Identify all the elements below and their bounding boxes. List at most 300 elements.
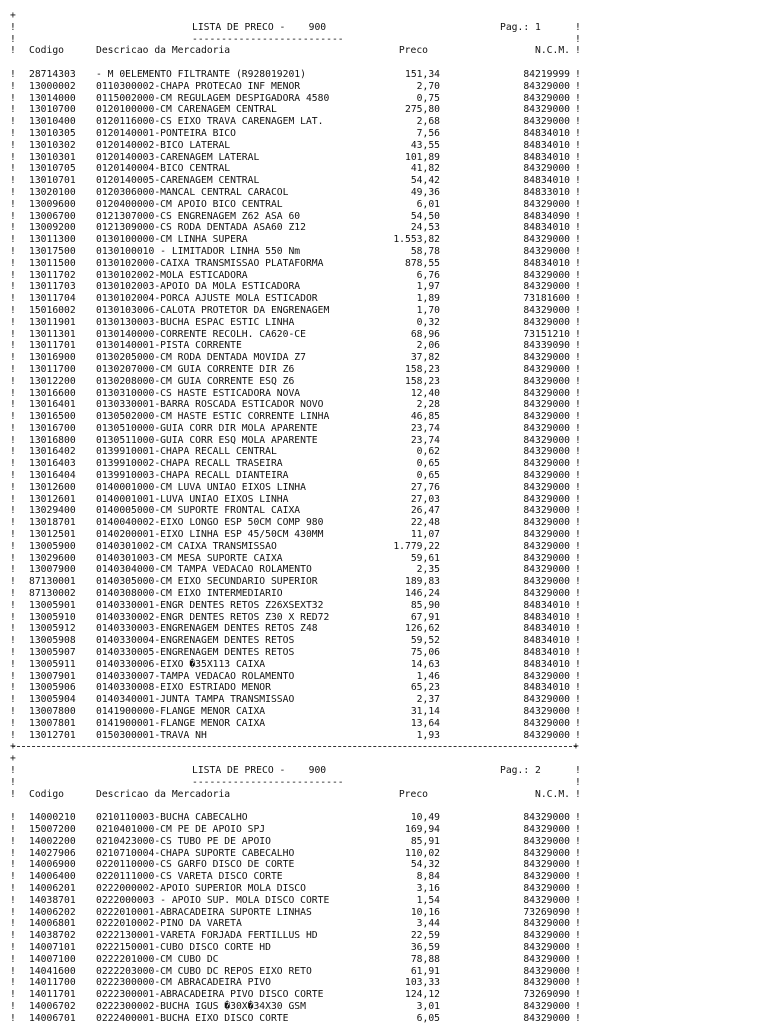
left-border: ! xyxy=(10,352,16,364)
item-ncm: 73181600 xyxy=(523,293,570,305)
item-description: 0222203000-CM CUBO DC REPOS EIXO RETO xyxy=(96,965,312,977)
item-description: 0222130001-VARETA FORJADA FERTILLUS HD xyxy=(96,930,318,942)
corner-plus: + xyxy=(10,10,16,21)
item-price: 1,54 xyxy=(416,894,440,906)
left-border: ! xyxy=(10,328,16,340)
left-border: ! xyxy=(10,45,16,57)
item-code: 14011700 xyxy=(29,977,76,989)
item-code: 14006701 xyxy=(29,1012,76,1024)
list-title: LISTA DE PRECO - 900 xyxy=(192,765,327,776)
item-ncm: 73269090 xyxy=(523,989,570,1001)
item-code: 13011701 xyxy=(29,340,76,352)
item-price: 1.779,22 xyxy=(393,540,440,552)
right-border: ! xyxy=(575,33,581,45)
left-border: ! xyxy=(10,281,16,293)
item-ncm: 84329000 xyxy=(523,316,570,328)
item-ncm: 84329000 xyxy=(523,882,570,894)
item-description: 0140305000-CM EIXO SECUNDARIO SUPERIOR xyxy=(96,576,318,588)
item-price: 61,91 xyxy=(410,965,440,977)
right-border: ! xyxy=(575,175,581,187)
item-ncm: 84833010 xyxy=(523,186,570,198)
item-price: 103,33 xyxy=(405,977,440,989)
item-price: 37,82 xyxy=(410,352,440,364)
item-ncm: 84329000 xyxy=(523,977,570,989)
item-description: 0120140004-BICO CENTRAL xyxy=(96,163,231,175)
left-border: ! xyxy=(10,977,16,989)
left-border: ! xyxy=(10,387,16,399)
item-code: 13011703 xyxy=(29,281,76,293)
item-price: 0,65 xyxy=(416,458,440,470)
item-code: 13005904 xyxy=(29,694,76,706)
item-code: 14027906 xyxy=(29,847,76,859)
right-border: ! xyxy=(575,387,581,399)
item-price: 85,91 xyxy=(410,835,440,847)
left-border: ! xyxy=(10,859,16,871)
left-border: ! xyxy=(10,611,16,623)
item-ncm: 84329000 xyxy=(523,918,570,930)
right-border: ! xyxy=(575,45,581,57)
item-ncm: 84329000 xyxy=(523,894,570,906)
right-border: ! xyxy=(575,529,581,541)
item-description: 0120306000-MANCAL CENTRAL CARACOL xyxy=(96,186,289,198)
left-border: ! xyxy=(10,399,16,411)
item-price: 126,62 xyxy=(405,623,440,635)
header-ncm: N.C.M. xyxy=(535,45,570,57)
left-border: ! xyxy=(10,847,16,859)
item-description: 0140301002-CM CAIXA TRANSMISSAO xyxy=(96,540,277,552)
item-description: 0140330008-EIXO ESTRIADO MENOR xyxy=(96,682,271,694)
item-ncm: 84329000 xyxy=(523,871,570,883)
item-price: 0,62 xyxy=(416,446,440,458)
right-border: ! xyxy=(575,21,581,33)
right-border: ! xyxy=(575,729,581,741)
item-ncm: 84329000 xyxy=(523,953,570,965)
item-description: 0141900000-FLANGE MENOR CAIXA xyxy=(96,706,266,718)
left-border: ! xyxy=(10,304,16,316)
right-border: ! xyxy=(575,965,581,977)
item-price: 878,55 xyxy=(405,257,440,269)
item-ncm: 84329000 xyxy=(523,163,570,175)
item-ncm: 84329000 xyxy=(523,706,570,718)
left-border: ! xyxy=(10,210,16,222)
left-border: ! xyxy=(10,658,16,670)
item-ncm: 84329000 xyxy=(523,529,570,541)
item-code: 13029600 xyxy=(29,552,76,564)
item-ncm: 84834010 xyxy=(523,151,570,163)
item-price: 41,82 xyxy=(410,163,440,175)
item-ncm: 84329000 xyxy=(523,1000,570,1012)
item-code: 14006801 xyxy=(29,918,76,930)
item-code: 14038701 xyxy=(29,894,76,906)
item-code: 13005906 xyxy=(29,682,76,694)
item-price: 1,70 xyxy=(416,304,440,316)
left-border: ! xyxy=(10,175,16,187)
item-ncm: 73151210 xyxy=(523,328,570,340)
right-border: ! xyxy=(575,576,581,588)
item-code: 14007101 xyxy=(29,941,76,953)
item-price: 275,80 xyxy=(405,104,440,116)
item-price: 2,28 xyxy=(416,399,440,411)
left-border: ! xyxy=(10,411,16,423)
right-border: ! xyxy=(575,352,581,364)
item-ncm: 84329000 xyxy=(523,352,570,364)
left-border: ! xyxy=(10,540,16,552)
right-border: ! xyxy=(575,930,581,942)
left-border: ! xyxy=(10,835,16,847)
right-border: ! xyxy=(575,127,581,139)
right-border: ! xyxy=(575,706,581,718)
left-border: ! xyxy=(10,706,16,718)
item-code: 14006900 xyxy=(29,859,76,871)
item-code: 13016700 xyxy=(29,422,76,434)
item-description: 0150300001-TRAVA NH xyxy=(96,729,207,741)
item-description: 0140200001-EIXO LINHA ESP 45/50CM 430MM xyxy=(96,529,324,541)
item-price: 2,35 xyxy=(416,564,440,576)
right-border: ! xyxy=(575,989,581,1001)
item-code: 13014000 xyxy=(29,92,76,104)
right-border: ! xyxy=(575,1012,581,1024)
item-code: 14041600 xyxy=(29,965,76,977)
item-price: 22,59 xyxy=(410,930,440,942)
left-border: ! xyxy=(10,257,16,269)
item-description: 0139910002-CHAPA RECALL TRASEIRA xyxy=(96,458,283,470)
item-description: 0140330003-ENGRENAGEM DENTES RETOS Z48 xyxy=(96,623,318,635)
left-border: ! xyxy=(10,1012,16,1024)
item-description: 0130103006-CALOTA PROTETOR DA ENGRENAGEM xyxy=(96,304,330,316)
item-code: 15016002 xyxy=(29,304,76,316)
item-price: 67,91 xyxy=(410,611,440,623)
item-description: 0140040002-EIXO LONGO ESP 50CM COMP 980 xyxy=(96,517,324,529)
left-border: ! xyxy=(10,729,16,741)
left-border: ! xyxy=(10,552,16,564)
header-codigo: Codigo xyxy=(29,788,64,800)
right-border: ! xyxy=(575,198,581,210)
left-border: ! xyxy=(10,599,16,611)
item-ncm: 84329000 xyxy=(523,493,570,505)
right-border: ! xyxy=(575,269,581,281)
right-border: ! xyxy=(575,564,581,576)
right-border: ! xyxy=(575,92,581,104)
left-border: ! xyxy=(10,80,16,92)
item-price: 0,32 xyxy=(416,316,440,328)
left-border: ! xyxy=(10,1000,16,1012)
right-border: ! xyxy=(575,163,581,175)
left-border: ! xyxy=(10,694,16,706)
item-price: 10,16 xyxy=(410,906,440,918)
item-price: 23,74 xyxy=(410,434,440,446)
item-ncm: 84329000 xyxy=(523,564,570,576)
right-border: ! xyxy=(575,470,581,482)
item-code: 14000210 xyxy=(29,812,76,824)
item-code: 13011901 xyxy=(29,316,76,328)
item-ncm: 84329000 xyxy=(523,847,570,859)
left-border: ! xyxy=(10,623,16,635)
item-code: 13029400 xyxy=(29,505,76,517)
item-description: 0210401000-CM PE DE APOIO SPJ xyxy=(96,823,266,835)
item-price: 6,76 xyxy=(416,269,440,281)
item-description: 0140330002-ENGR DENTES RETOS Z30 X RED72 xyxy=(96,611,330,623)
item-price: 1,46 xyxy=(416,670,440,682)
item-code: 13011700 xyxy=(29,363,76,375)
item-ncm: 84329000 xyxy=(523,588,570,600)
item-ncm: 84834010 xyxy=(523,647,570,659)
item-ncm: 84329000 xyxy=(523,304,570,316)
title-underline: -------------------------- xyxy=(192,33,344,45)
left-border: ! xyxy=(10,493,16,505)
right-border: ! xyxy=(575,328,581,340)
left-border: ! xyxy=(10,717,16,729)
item-description: 0130208000-CM GUIA CORRENTE ESQ Z6 xyxy=(96,375,295,387)
item-code: 13016401 xyxy=(29,399,76,411)
item-price: 1.553,82 xyxy=(393,234,440,246)
item-description: 0222201000-CM CUBO DC xyxy=(96,953,219,965)
item-code: 13010305 xyxy=(29,127,76,139)
item-ncm: 84834010 xyxy=(523,139,570,151)
item-ncm: 84329000 xyxy=(523,411,570,423)
item-code: 13018701 xyxy=(29,517,76,529)
right-border: ! xyxy=(575,812,581,824)
item-description: 0222300000-CM ABRACADEIRA PIVO xyxy=(96,977,271,989)
right-border: ! xyxy=(575,80,581,92)
item-description: 0120140001-PONTEIRA BICO xyxy=(96,127,236,139)
item-code: 13016404 xyxy=(29,470,76,482)
right-border: ! xyxy=(575,658,581,670)
right-border: ! xyxy=(575,977,581,989)
item-description: 0130100010 - LIMITADOR LINHA 550 Nm xyxy=(96,245,301,257)
item-code: 13017500 xyxy=(29,245,76,257)
right-border: ! xyxy=(575,941,581,953)
item-price: 151,34 xyxy=(405,68,440,80)
left-border: ! xyxy=(10,776,16,788)
right-border: ! xyxy=(575,599,581,611)
item-description: 0120400000-CM APOIO BICO CENTRAL xyxy=(96,198,283,210)
right-border: ! xyxy=(575,906,581,918)
item-description: 0120100000-CM CARENAGEM CENTRAL xyxy=(96,104,277,116)
left-border: ! xyxy=(10,953,16,965)
item-price: 54,32 xyxy=(410,859,440,871)
item-price: 0,65 xyxy=(416,470,440,482)
item-price: 14,63 xyxy=(410,658,440,670)
item-description: 0130102003-APOIO DA MOLA ESTICADORA xyxy=(96,281,301,293)
item-price: 2,68 xyxy=(416,116,440,128)
right-border: ! xyxy=(575,552,581,564)
item-code: 13005911 xyxy=(29,658,76,670)
page-number: Pag.: 1 xyxy=(500,21,541,33)
item-description: 0130140000-CORRENTE RECOLH. CA620-CE xyxy=(96,328,306,340)
corner-plus: + xyxy=(10,741,16,753)
item-code: 13010700 xyxy=(29,104,76,116)
item-price: 78,88 xyxy=(410,953,440,965)
item-code: 13005910 xyxy=(29,611,76,623)
right-border: ! xyxy=(575,116,581,128)
left-border: ! xyxy=(10,470,16,482)
left-border: ! xyxy=(10,812,16,824)
item-description: 0115002000-CM REGULAGEM DESPIGADORA 4580 xyxy=(96,92,330,104)
item-description: 0130510000-GUIA CORR DIR MOLA APARENTE xyxy=(96,422,318,434)
left-border: ! xyxy=(10,127,16,139)
item-ncm: 84329000 xyxy=(523,375,570,387)
item-description: 0139910003-CHAPA RECALL DIANTEIRA xyxy=(96,470,289,482)
left-border: ! xyxy=(10,564,16,576)
dashed-rule xyxy=(12,746,577,747)
item-code: 13011704 xyxy=(29,293,76,305)
right-border: ! xyxy=(575,234,581,246)
left-border: ! xyxy=(10,871,16,883)
item-description: 0141900001-FLANGE MENOR CAIXA xyxy=(96,717,266,729)
corner-plus: + xyxy=(573,741,579,753)
item-description: 0130310000-CS HASTE ESTICADORA NOVA xyxy=(96,387,301,399)
item-price: 6,01 xyxy=(416,198,440,210)
item-code: 14011701 xyxy=(29,989,76,1001)
header-preco: Preco xyxy=(398,788,428,800)
item-ncm: 84219999 xyxy=(523,68,570,80)
item-ncm: 84329000 xyxy=(523,670,570,682)
right-border: ! xyxy=(575,894,581,906)
header-descricao: Descricao da Mercadoria xyxy=(96,45,231,57)
title-underline: -------------------------- xyxy=(192,776,344,788)
item-price: 110,02 xyxy=(405,847,440,859)
right-border: ! xyxy=(575,517,581,529)
item-price: 1,93 xyxy=(416,729,440,741)
right-border: ! xyxy=(575,788,581,800)
item-description: 0220110000-CS GARFO DISCO DE CORTE xyxy=(96,859,295,871)
item-code: 13016403 xyxy=(29,458,76,470)
left-border: ! xyxy=(10,788,16,800)
item-ncm: 84329000 xyxy=(523,823,570,835)
left-border: ! xyxy=(10,151,16,163)
item-ncm: 84329000 xyxy=(523,116,570,128)
right-border: ! xyxy=(575,647,581,659)
item-ncm: 84329000 xyxy=(523,446,570,458)
header-ncm: N.C.M. xyxy=(535,788,570,800)
left-border: ! xyxy=(10,517,16,529)
right-border: ! xyxy=(575,882,581,894)
item-description: 0140330001-ENGR DENTES RETOS Z26XSEXT32 xyxy=(96,599,324,611)
item-code: 13007800 xyxy=(29,706,76,718)
item-price: 2,37 xyxy=(416,694,440,706)
item-price: 22,48 xyxy=(410,517,440,529)
left-border: ! xyxy=(10,989,16,1001)
right-border: ! xyxy=(575,104,581,116)
item-price: 8,84 xyxy=(416,871,440,883)
item-code: 13006700 xyxy=(29,210,76,222)
right-border: ! xyxy=(575,210,581,222)
right-border: ! xyxy=(575,304,581,316)
item-code: 13005907 xyxy=(29,647,76,659)
item-price: 36,59 xyxy=(410,941,440,953)
item-price: 1,97 xyxy=(416,281,440,293)
item-code: 87130001 xyxy=(29,576,76,588)
item-code: 13016800 xyxy=(29,434,76,446)
right-border: ! xyxy=(575,694,581,706)
right-border: ! xyxy=(575,139,581,151)
item-code: 13010302 xyxy=(29,139,76,151)
item-ncm: 84834010 xyxy=(523,222,570,234)
item-description: 0130207000-CM GUIA CORRENTE DIR Z6 xyxy=(96,363,295,375)
list-title: LISTA DE PRECO - 900 xyxy=(192,21,327,33)
right-border: ! xyxy=(575,588,581,600)
left-border: ! xyxy=(10,965,16,977)
item-price: 101,89 xyxy=(405,151,440,163)
item-description: 0222400001-BUCHA EIXO DISCO CORTE xyxy=(96,1012,289,1024)
item-ncm: 84329000 xyxy=(523,434,570,446)
item-description: 0140330004-ENGRENAGEM DENTES RETOS xyxy=(96,635,295,647)
left-border: ! xyxy=(10,186,16,198)
item-price: 146,24 xyxy=(405,588,440,600)
left-border: ! xyxy=(10,882,16,894)
item-price: 169,94 xyxy=(405,823,440,835)
item-price: 54,42 xyxy=(410,175,440,187)
item-description: 0140001001-LUVA UNIAO EIXOS LINHA xyxy=(96,493,289,505)
item-code: 13012200 xyxy=(29,375,76,387)
item-price: 59,52 xyxy=(410,635,440,647)
right-border: ! xyxy=(575,481,581,493)
right-border: ! xyxy=(575,859,581,871)
item-ncm: 84329000 xyxy=(523,576,570,588)
item-ncm: 84329000 xyxy=(523,1012,570,1024)
item-ncm: 84329000 xyxy=(523,694,570,706)
right-border: ! xyxy=(575,918,581,930)
left-border: ! xyxy=(10,765,16,776)
item-description: 0140308000-CM EIXO INTERMEDIARIO xyxy=(96,588,283,600)
left-border: ! xyxy=(10,375,16,387)
right-border: ! xyxy=(575,316,581,328)
item-price: 46,85 xyxy=(410,411,440,423)
right-border: ! xyxy=(575,68,581,80)
item-ncm: 84834010 xyxy=(523,257,570,269)
item-description: 0222000003 - APOIO SUP. MOLA DISCO CORTE xyxy=(96,894,330,906)
item-description: 0140304000-CM TAMPA VEDACAO ROLAMENTO xyxy=(96,564,312,576)
item-ncm: 84329000 xyxy=(523,422,570,434)
item-ncm: 84329000 xyxy=(523,92,570,104)
right-border: ! xyxy=(575,293,581,305)
right-border: ! xyxy=(575,682,581,694)
right-border: ! xyxy=(575,422,581,434)
item-description: 0220111000-CS VARETA DISCO CORTE xyxy=(96,871,283,883)
right-border: ! xyxy=(575,540,581,552)
item-description: 0130140001-PISTA CORRENTE xyxy=(96,340,242,352)
item-ncm: 84329000 xyxy=(523,470,570,482)
item-description: 0210110003-BUCHA CABECALHO xyxy=(96,812,248,824)
item-code: 13016500 xyxy=(29,411,76,423)
item-code: 13005912 xyxy=(29,623,76,635)
item-price: 24,53 xyxy=(410,222,440,234)
item-ncm: 84329000 xyxy=(523,481,570,493)
item-ncm: 84834010 xyxy=(523,127,570,139)
item-price: 26,47 xyxy=(410,505,440,517)
left-border: ! xyxy=(10,647,16,659)
corner-plus: + xyxy=(10,753,16,765)
item-code: 13011702 xyxy=(29,269,76,281)
item-code: 13010301 xyxy=(29,151,76,163)
item-code: 15007200 xyxy=(29,823,76,835)
item-price: 43,55 xyxy=(410,139,440,151)
item-code: 14006702 xyxy=(29,1000,76,1012)
item-code: 14006400 xyxy=(29,871,76,883)
item-price: 31,14 xyxy=(410,706,440,718)
item-ncm: 84834010 xyxy=(523,623,570,635)
item-code: 14006202 xyxy=(29,906,76,918)
item-description: 0121309000-CS RODA DENTADA ASA60 Z12 xyxy=(96,222,306,234)
item-code: 13012701 xyxy=(29,729,76,741)
item-ncm: 84834090 xyxy=(523,210,570,222)
item-code: 13012600 xyxy=(29,481,76,493)
left-border: ! xyxy=(10,163,16,175)
right-border: ! xyxy=(575,871,581,883)
left-border: ! xyxy=(10,33,16,45)
item-ncm: 84329000 xyxy=(523,517,570,529)
item-price: 2,70 xyxy=(416,80,440,92)
